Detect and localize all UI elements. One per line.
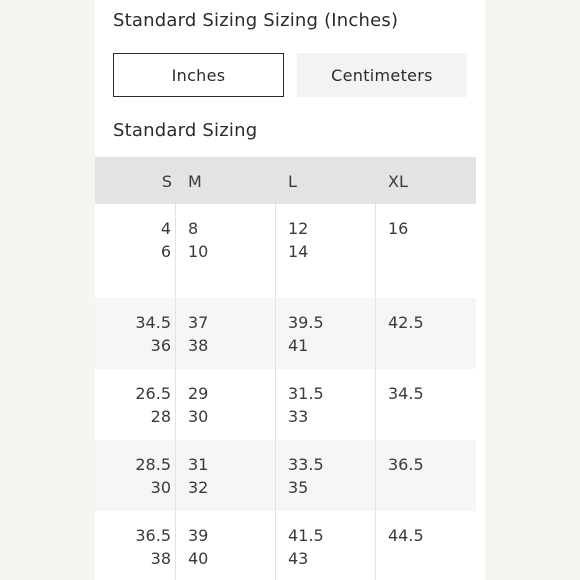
header-cell-m: M [188, 172, 202, 191]
size-table [95, 157, 476, 580]
table-cell [376, 369, 476, 440]
table-row [95, 511, 476, 580]
inches-button[interactable]: Inches [113, 53, 284, 97]
cell-value: 16 [388, 219, 409, 238]
table-cell [276, 298, 376, 369]
table-cell [95, 440, 176, 511]
table-cell [376, 204, 476, 298]
header-cell-s: S [161, 172, 172, 191]
cell-value: 38 [188, 336, 209, 355]
cell-value: 34.5 [388, 384, 424, 403]
table-row [95, 440, 476, 511]
cell-value: 6 [160, 242, 171, 261]
table-cell [276, 369, 376, 440]
cell-value: 42.5 [388, 313, 424, 332]
page-title: Standard Sizing Sizing (Inches) [113, 10, 399, 31]
cell-value: 36.5 [388, 455, 424, 474]
cell-value: 12 [288, 219, 309, 238]
cell-value: 40 [188, 549, 209, 568]
cell-value: 31.5 [288, 384, 324, 403]
cell-value: 41 [288, 336, 309, 355]
cell-value: 43 [288, 549, 309, 568]
table-cell [376, 440, 476, 511]
cell-value: 32 [188, 478, 209, 497]
cell-value: 35 [288, 478, 309, 497]
table-row [95, 204, 476, 298]
table-cell [95, 369, 176, 440]
table-cell [95, 204, 176, 298]
cell-value: 41.5 [288, 526, 324, 545]
cell-value: 33.5 [288, 455, 324, 474]
cell-value: 44.5 [388, 526, 424, 545]
cell-value: 30 [188, 407, 209, 426]
table-cell [176, 511, 276, 580]
cell-value: 28.5 [135, 455, 171, 474]
table-cell [376, 298, 476, 369]
cell-value: 8 [188, 219, 199, 238]
cell-value: 33 [288, 407, 309, 426]
cell-value: 31 [188, 455, 209, 474]
centimeters-button[interactable]: Centimeters [297, 53, 467, 97]
cell-value: 37 [188, 313, 209, 332]
cell-value: 34.5 [135, 313, 171, 332]
cell-value: 14 [288, 242, 309, 261]
cell-value: 36 [150, 336, 171, 355]
cell-value: 30 [150, 478, 171, 497]
cell-value: 36.5 [135, 526, 171, 545]
cell-value: 10 [188, 242, 209, 261]
table-header-row [95, 157, 476, 204]
table-cell [176, 369, 276, 440]
table-cell [176, 298, 276, 369]
size-guide-panel [95, 0, 485, 580]
cell-value: 29 [188, 384, 209, 403]
table-cell [276, 204, 376, 298]
table-cell [176, 440, 276, 511]
table-cell [276, 511, 376, 580]
section-title: Standard Sizing [113, 120, 258, 141]
table-cell [95, 298, 176, 369]
cell-value: 39.5 [288, 313, 324, 332]
table-row [95, 369, 476, 440]
cell-value: 28 [150, 407, 171, 426]
cell-value: 26.5 [135, 384, 171, 403]
table-cell [95, 511, 176, 580]
table-cell [376, 511, 476, 580]
cell-value: 4 [160, 219, 171, 238]
table-cell [276, 440, 376, 511]
header-cell-xl: XL [388, 172, 408, 191]
header-cell-l: L [288, 172, 297, 191]
table-cell [176, 204, 276, 298]
cell-value: 38 [150, 549, 171, 568]
table-row [95, 298, 476, 369]
cell-value: 39 [188, 526, 209, 545]
